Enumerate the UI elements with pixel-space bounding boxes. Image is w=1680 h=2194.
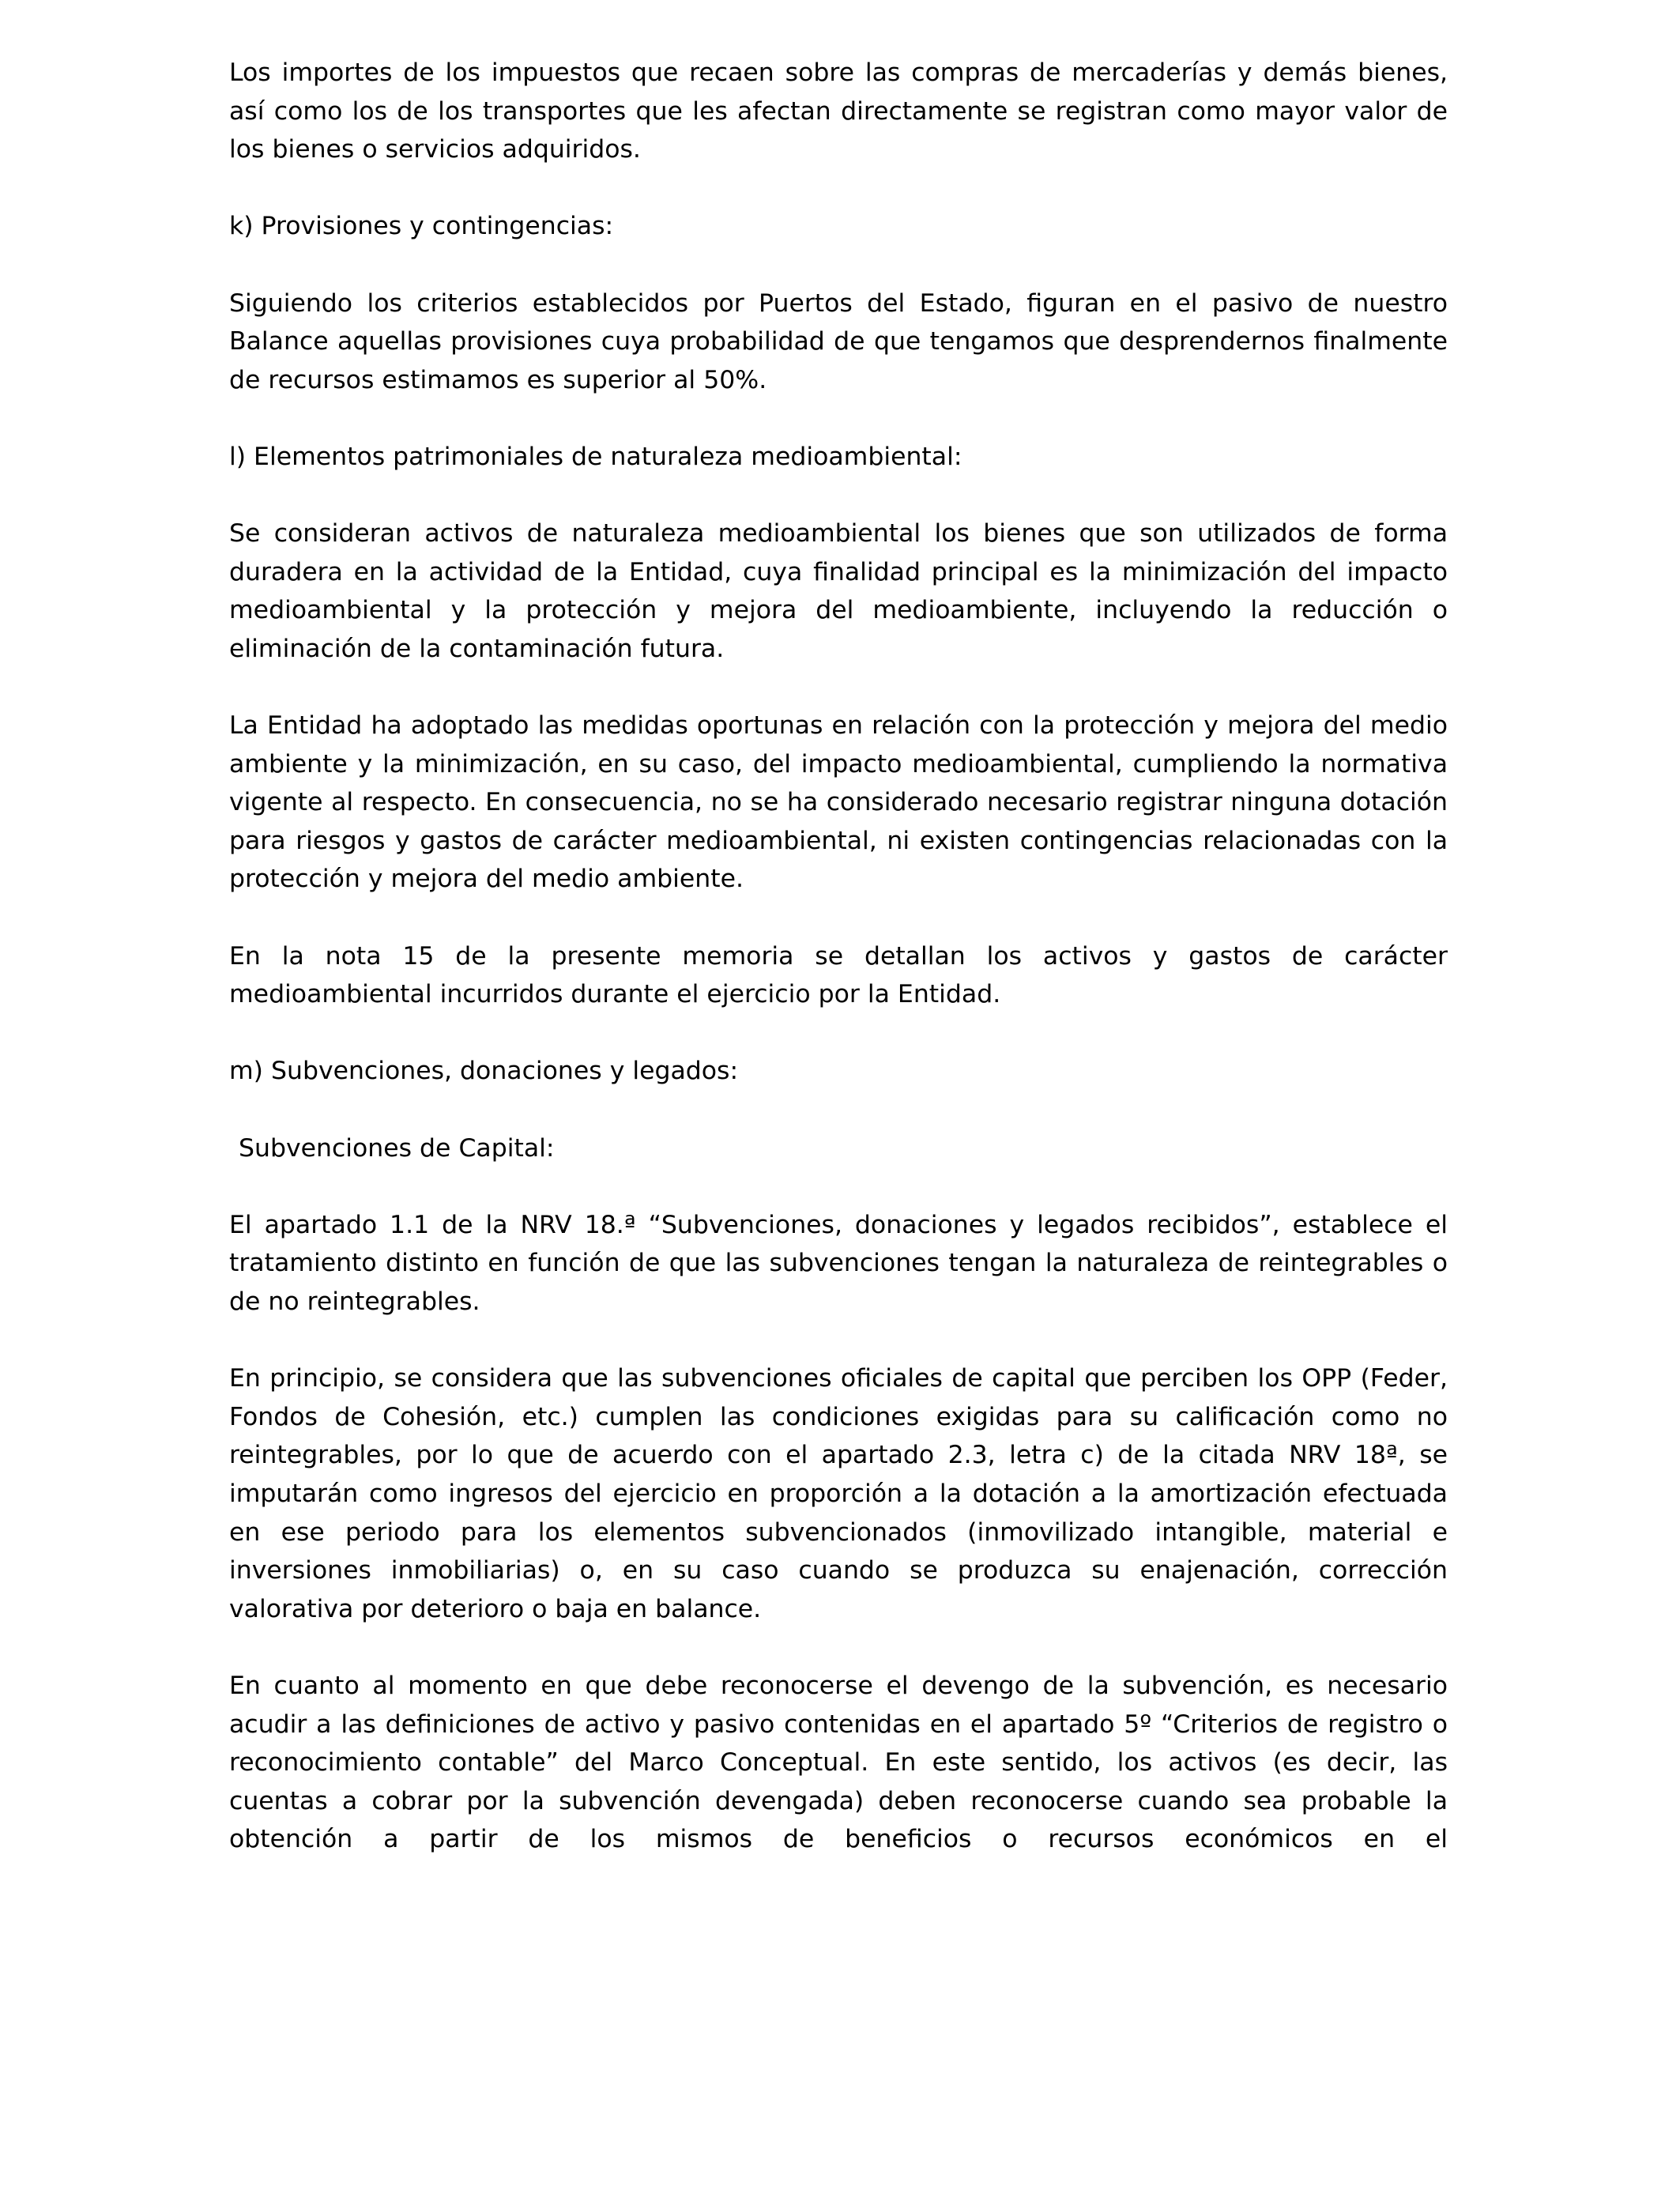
- document-body: [229, 54, 1448, 1859]
- paragraph-environmental-assets: Se consideran activos de naturaleza medioambiental los bienes que son utilizados de forma duradera en la actividad de la Entidad, cuya finalidad principal es la minimización del impacto medioambiental y la protección y mejora del medioambiente, incluyendo la reducción o eliminación de la contaminación futura.: [229, 519, 1448, 663]
- subheading-capital-grants: Subvenciones de Capital:: [239, 1133, 555, 1163]
- paragraph-tax-costs: Los importes de los impuestos que recaen sobre las compras de mercaderías y demás bienes, así como los de los transportes que les afectan directamente se registran como mayor valor de los bienes o servicios adquiridos.: [229, 58, 1448, 164]
- paragraph-non-refundable-grants: En principio, se considera que las subvenciones oficiales de capital que perciben los OPP (Feder, Fondos de Cohesión, etc.) cumplen las condiciones exigidas para su calificación como no reintegrables, por lo que de acuerdo con el apartado 2.3, letra c) de la citada NRV 18ª, se imputarán como ingresos del ejercicio en proporción a la dotación a la amortización efectuada en ese periodo para los elementos subvencionados (inmovilizado intangible, material e inversiones inmobiliarias) o, en su caso cuando se produzca su enajenación, corrección valorativa por deterioro o baja en balance.: [229, 1364, 1448, 1623]
- paragraph-grant-accrual: En cuanto al momento en que debe reconocerse el devengo de la subvención, es necesario acudir a las definiciones de activo y pasivo contenidas en el apartado 5º “Criterios de registro o reconocimiento contable” del Marco Conceptual. En este sentido, los activos (es decir, las cuentas a cobrar por la subvención devengada) deben reconocerse cuando sea probable la obtención a partir de los mismos de beneficios o recursos económicos en el: [229, 1671, 1448, 1854]
- paragraph-provisions: Siguiendo los criterios establecidos por Puertos del Estado, figuran en el pasivo de nuestro Balance aquellas provisiones cuya probabilidad de que tengamos que desprendernos finalmente de recursos estimamos es superior al 50%.: [229, 288, 1448, 394]
- paragraph-nrv-18: El apartado 1.1 de la NRV 18.ª “Subvenciones, donaciones y legados recibidos”, establece el tratamiento distinto en función de que las subvenciones tengan la naturaleza de reintegrables o de no reintegrables.: [229, 1210, 1448, 1316]
- section-heading-grants: m) Subvenciones, donaciones y legados:: [229, 1057, 739, 1086]
- section-heading-environmental: l) Elementos patrimoniales de naturaleza medioambiental:: [229, 442, 962, 471]
- paragraph-note-15: En la nota 15 de la presente memoria se detallan los activos y gastos de carácter medioambiental incurridos durante el ejercicio por la Entidad.: [229, 941, 1448, 1009]
- paragraph-environmental-measures: La Entidad ha adoptado las medidas oportunas en relación con la protección y mejora del medio ambiente y la minimización, en su caso, del impacto medioambiental, cumpliendo la normativa vigente al respecto. En consecuencia, no se ha considerado necesario registrar ninguna dotación para riesgos y gastos de carácter medioambiental, ni existen contingencias relacionadas con la protección y mejora del medio ambiente.: [229, 711, 1448, 894]
- section-heading-provisions: k) Provisiones y contingencias:: [229, 212, 614, 241]
